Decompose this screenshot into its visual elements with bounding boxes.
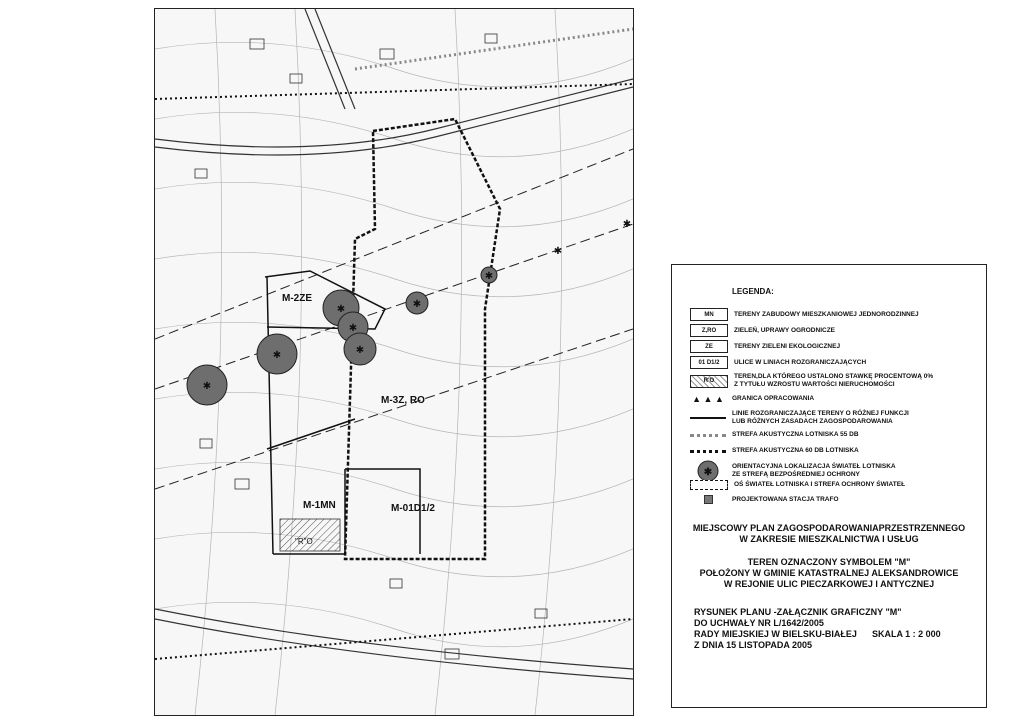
zone-label-m3zro: M-3Z, RO xyxy=(381,395,425,406)
acoustic-zone-55db-line xyxy=(355,29,633,69)
legend-item-boundary xyxy=(690,393,814,404)
legend-text-60db: STREFA AKUSTYCZNA 60 DB LOTNISKA xyxy=(732,447,859,454)
legend-text-boundary: GRANICA OPRACOWANIA xyxy=(732,394,815,402)
acoustic-zone-60db-line-lower xyxy=(155,619,633,659)
contour-lines xyxy=(155,9,633,715)
legend-symbol-60db xyxy=(690,450,726,453)
legend-text-trafo: PROJEKTOWANA STACJA TRAFO xyxy=(732,495,839,503)
drawing-info-line-4: Z DNIA 15 LISTOPADA 2005 xyxy=(694,640,813,650)
legend-item-streets xyxy=(690,356,866,369)
legend-text-zro: ZIELEŃ, UPRAWY OGRODNICZE xyxy=(734,326,835,334)
legend-item-60db xyxy=(690,447,859,455)
legend-box xyxy=(671,264,987,708)
legend-symbol-boundary: ▲ ▲ ▲ xyxy=(690,393,726,404)
legend-text-division-lines-2: LUB RÓŻNYCH ZASADACH ZAGOSPODAROWANIA xyxy=(732,418,893,425)
area-title-line-2: POŁOŻONY W GMINIE KATASTRALNEJ ALEKSANDROWICE xyxy=(699,568,959,578)
map-area xyxy=(154,8,634,716)
plan-title-line-1: MIEJSCOWY PLAN ZAGOSPODAROWANIAPRZESTRZENNEGO xyxy=(692,523,966,533)
map-drawing xyxy=(155,9,633,715)
legend-symbol-division-lines xyxy=(690,417,726,419)
drawing-info-line-3: RADY MIEJSKIEJ W BIELSKU-BIAŁEJ xyxy=(694,629,857,639)
legend-symbol-55db xyxy=(690,434,726,437)
roads xyxy=(155,9,633,679)
legend-item-trafo xyxy=(690,494,839,505)
svg-text:✱: ✱ xyxy=(553,246,563,257)
legend-text-lights-2: ZE STREFĄ BEZPOŚREDNIEJ OCHRONY xyxy=(732,471,860,478)
zone-label-m2ze: M-2ZE xyxy=(282,293,312,304)
legend-text-lights: ORIENTACYJNA LOKALIZACJA ŚWIATEŁ LOTNISKA xyxy=(732,463,896,470)
legend-text-55db: STREFA AKUSTYCZNA LOTNISKA 55 DB xyxy=(732,431,859,438)
svg-text:✱: ✱ xyxy=(484,271,494,282)
legend-text-division-lines: LINIE ROZGRANICZAJĄCE TERENY O RÓŻNEJ FUNKCJI xyxy=(732,410,909,417)
area-title xyxy=(672,557,986,590)
legend-symbol-ro-rate: R'O xyxy=(690,375,728,388)
legend-text-light-axis: OŚ ŚWIATEŁ LOTNISKA I STREFA OCHRONY ŚWIATEŁ xyxy=(734,481,906,488)
scale-label: SKALA 1 : 2 000 xyxy=(872,629,941,639)
plan-title-line-2: W ZAKRESIE MIESZKALNICTWA I USŁUG xyxy=(739,534,919,544)
zone-label-ro-hatch: "R"O xyxy=(295,537,313,546)
legend-text-mn: TERENY ZABUDOWY MIESZKANIOWEJ JEDNORODZINNEJ xyxy=(734,310,919,318)
drawing-info-line-1: RYSUNEK PLANU -ZAŁĄCZNIK GRAFICZNY "M" xyxy=(694,607,902,617)
legend-text-ze: TERENY ZIELENI EKOLOGICZNEJ xyxy=(734,342,841,350)
legend-item-ze xyxy=(690,340,840,353)
svg-text:✱: ✱ xyxy=(622,219,632,230)
drawing-info-line-2: DO UCHWAŁY NR L/1642/2005 xyxy=(694,618,824,628)
zone-label-m01d12: M-01D1/2 xyxy=(391,503,435,514)
legend-symbol-light-axis xyxy=(690,480,728,490)
legend-symbol-streets: 01 D1/2 xyxy=(690,356,728,369)
legend-symbol-mn: MN xyxy=(690,308,728,321)
svg-text:✱: ✱ xyxy=(202,381,212,392)
legend-text-streets: ULICE W LINIACH ROZGRANICZAJĄCYCH xyxy=(734,358,867,366)
legend-symbol-zro: Z,RO xyxy=(690,324,728,337)
legend-title: LEGENDA: xyxy=(732,287,774,296)
area-title-line-3: W REJONIE ULIC PIECZARKOWEJ I ANTYCZNEJ xyxy=(723,579,935,589)
zone-label-m1mn: M-1MN xyxy=(303,500,336,511)
svg-text:✱: ✱ xyxy=(348,323,358,334)
drawing-info xyxy=(694,607,902,651)
legend-item-55db xyxy=(690,431,859,439)
legend-text-ro-rate-2: Z TYTUŁU WZROSTU WARTOŚCI NIERUCHOMOŚCI xyxy=(734,381,895,388)
svg-text:✱: ✱ xyxy=(703,467,713,478)
svg-text:✱: ✱ xyxy=(272,350,282,361)
legend-item-light-axis xyxy=(690,480,905,490)
legend-text-ro-rate: TEREN,DLA KTÓREGO USTALONO STAWKĘ PROCENTOWĄ 0% xyxy=(734,373,934,380)
trafo-icon xyxy=(690,494,726,505)
legend-symbol-ze: ZE xyxy=(690,340,728,353)
legend-item-division-lines xyxy=(690,410,909,426)
svg-text:✱: ✱ xyxy=(336,304,346,315)
ro-hatched-area xyxy=(280,519,340,551)
legend-item-ro-rate xyxy=(690,373,933,389)
svg-text:✱: ✱ xyxy=(412,299,422,310)
svg-text:✱: ✱ xyxy=(355,345,365,356)
legend-item-zro xyxy=(690,324,835,337)
area-title-line-1: TEREN OZNACZONY SYMBOLEM "M" xyxy=(747,557,911,567)
legend-item-mn xyxy=(690,308,919,321)
plan-title xyxy=(672,523,986,545)
